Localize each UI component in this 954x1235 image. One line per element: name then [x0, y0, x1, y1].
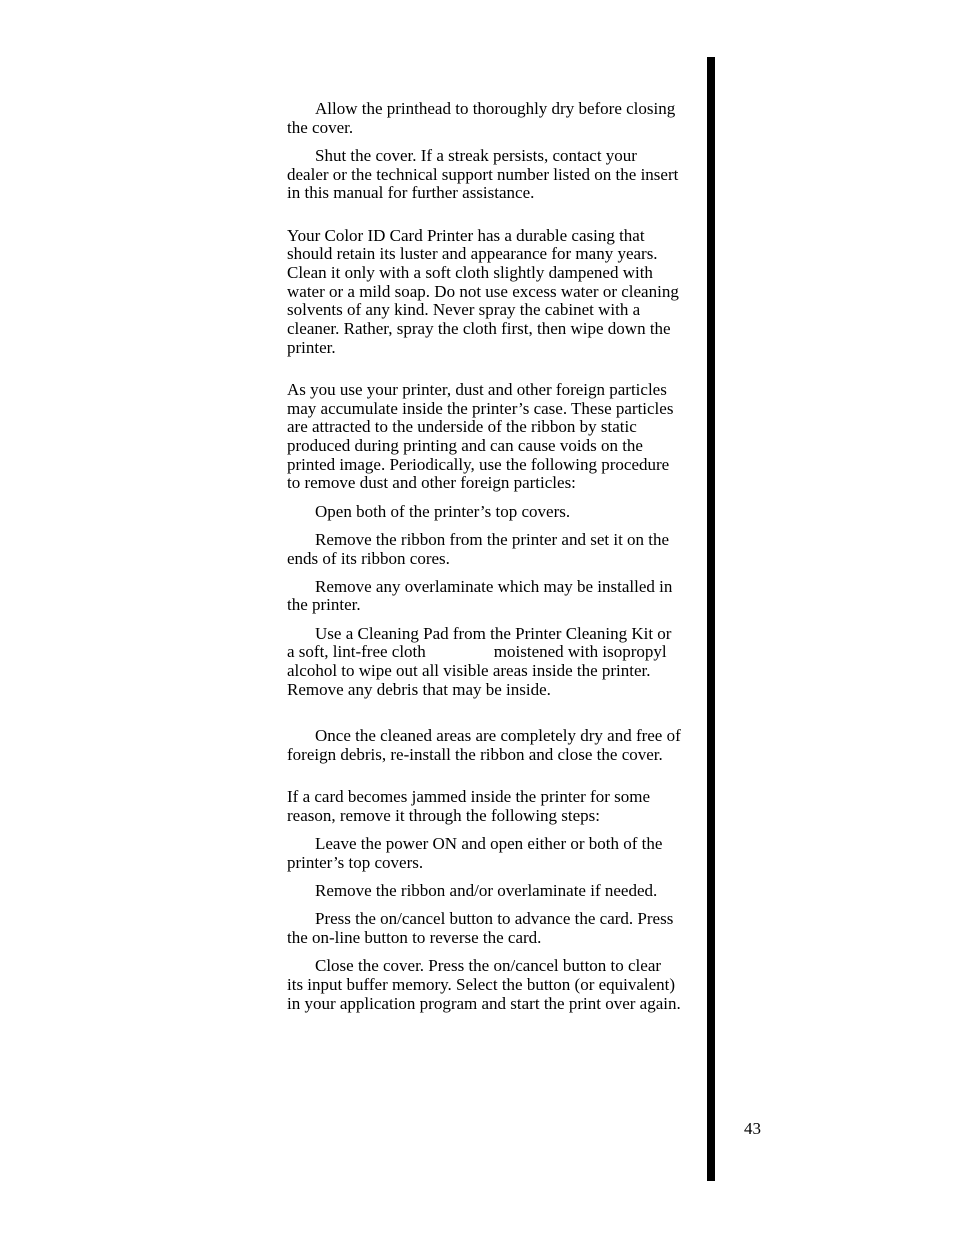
step-reinstall-ribbon: Once the cleaned areas are completely dry and free of foreign debris, re-install the ribbon and close the cover.	[287, 726, 681, 765]
step-open-covers-jam: Leave the power ON and open either or both of the printer’s top covers.	[287, 834, 663, 872]
step-remove-ribbon-jam: Remove the ribbon and/or overlaminate if needed.	[315, 881, 658, 901]
step-close-and-reprint: Close the cover. Press the on/cancel button to clear its input buffer memory. Select the button (or equivalent) in your application program and start the print over again.	[287, 956, 681, 1013]
step-open-covers: Open both of the printer’s top covers.	[315, 501, 571, 521]
paragraph-dry-printhead: Allow the printhead to thoroughly dry before closing the cover.	[287, 99, 676, 137]
step-advance-card: Press the on/cancel button to advance the card. Press the on-line button to reverse the card.	[287, 909, 674, 948]
step-remove-ribbon: Remove the ribbon from the printer and set it on the ends of its ribbon cores.	[287, 529, 670, 568]
paragraph-shut-cover: Shut the cover. If a streak persists, contact your dealer or the technical support number listed on the insert in this manual for further assistance.	[287, 145, 679, 203]
page-number: 43	[744, 1119, 761, 1138]
paragraph-dust-intro: As you use your printer, dust and other foreign particles may accumulate inside the printer’s case. These particles are attracted to the underside of the ribbon by static produced during printing and can cause voids on the printed image. Periodically, use the following procedure to remove dust and other foreign particles:	[287, 379, 674, 493]
step-cleaning-pad: Use a Cleaning Pad from the Printer Cleaning Kit or a soft, lint-free cloth moistened with isopropyl alcohol to wipe out all visible areas inside the printer. Remove any debris that may be inside.	[287, 623, 676, 699]
paragraph-jam-intro: If a card becomes jammed inside the printer for some reason, remove it through the following steps:	[287, 787, 651, 826]
body-text-column	[287, 100, 681, 1023]
paragraph-casing-care: Your Color ID Card Printer has a durable casing that should retain its luster and appearance for many years. Clean it only with a soft cloth slightly dampened with water or a mild soap. Do not use excess water or cleaning solvents of any kind. Never spray the cabinet with a cleaner. Rather, spray the cloth first, then wipe down the printer.	[287, 225, 679, 357]
page-edge-rule	[707, 57, 715, 1181]
step-remove-overlaminate: Remove any overlaminate which may be installed in the printer.	[287, 576, 673, 615]
